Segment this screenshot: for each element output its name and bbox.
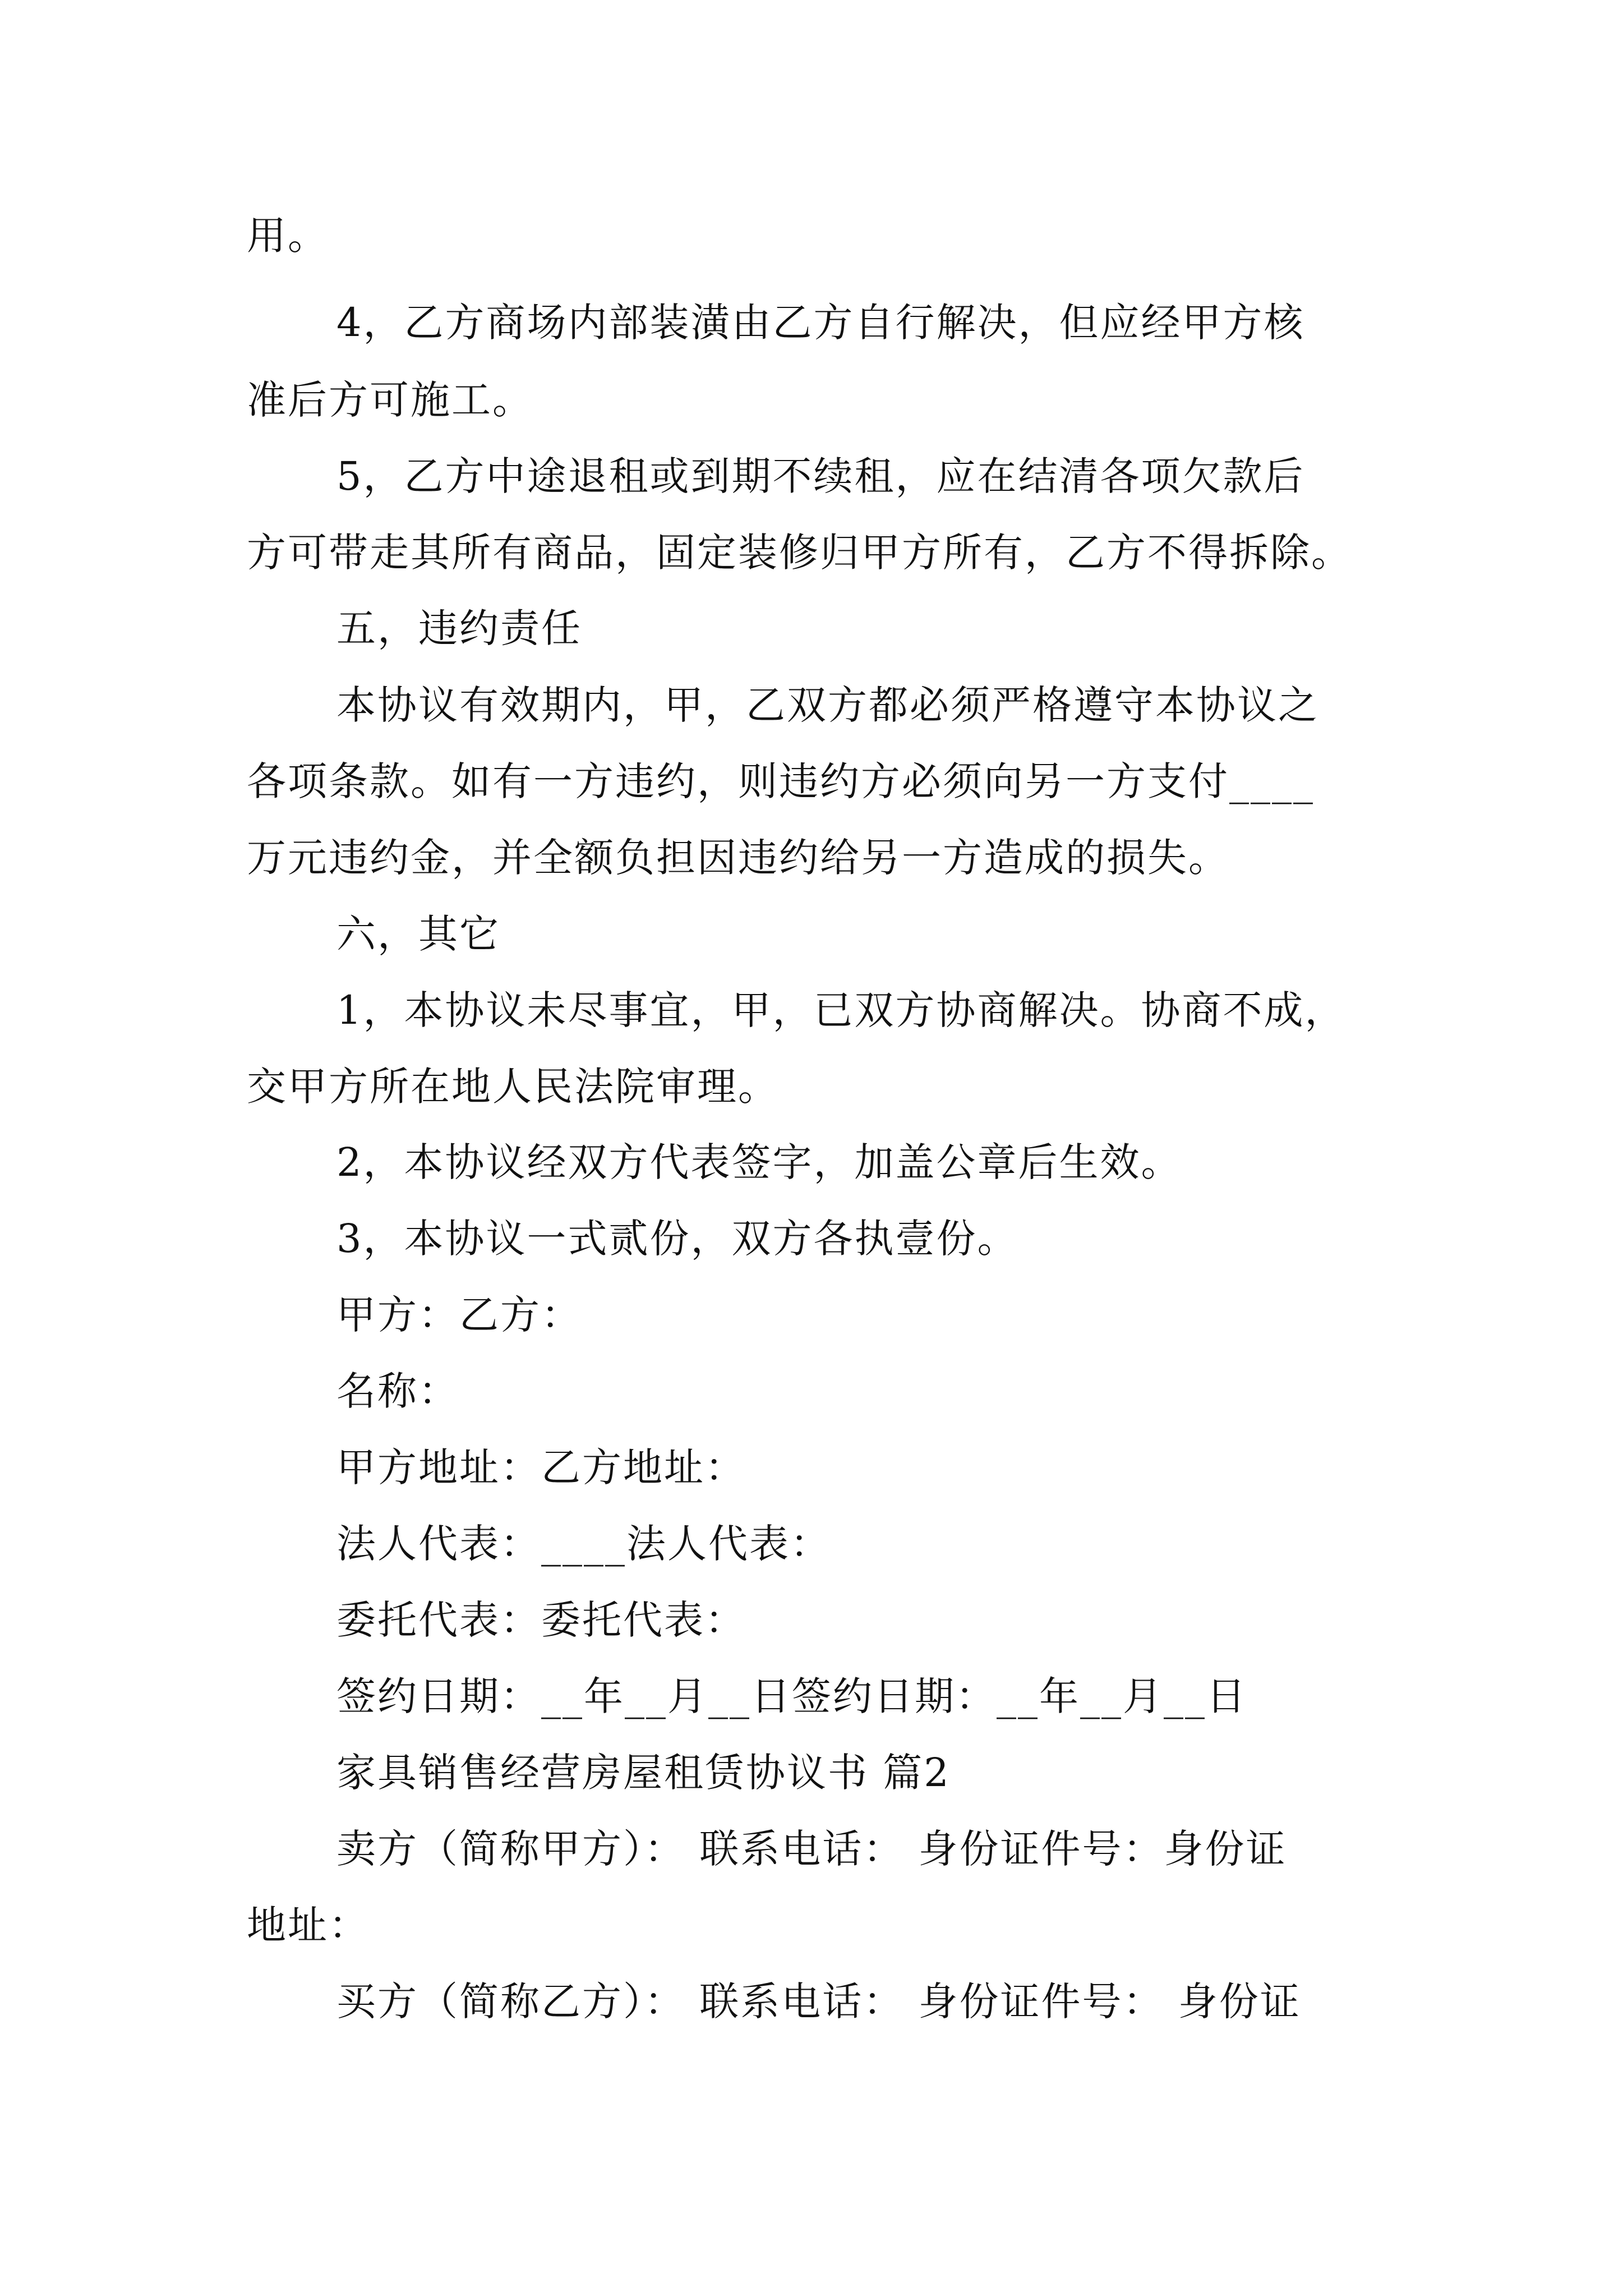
text-line: 各项条款。如有一方违约，则违约方必须向另一方支付____ xyxy=(247,758,1315,804)
text-line: 3，本协议一式贰份，双方各执壹份。 xyxy=(336,1216,1018,1262)
signature-field: 名称： xyxy=(336,1368,459,1414)
document-title: 家具销售经营房屋租赁协议书 篇2 xyxy=(336,1750,951,1796)
text-line: 用。 xyxy=(247,213,329,259)
text-line: 2，本协议经双方代表签字，加盖公章后生效。 xyxy=(336,1139,1182,1185)
text-line: 1，本协议未尽事宜，甲，已双方协商解决。协商不成， xyxy=(336,987,1346,1033)
section-heading: 五，违约责任 xyxy=(336,605,582,651)
text-line: 交甲方所在地人民法院审理。 xyxy=(247,1064,779,1110)
signature-field: 甲方地址：乙方地址： xyxy=(336,1444,746,1490)
text-line: 本协议有效期内，甲，乙双方都必须严格遵守本协议之 xyxy=(336,682,1319,728)
text-line: 准后方可施工。 xyxy=(247,377,533,423)
party-info-line: 卖方（简称甲方）： 联系电话： 身份证件号：身份证 xyxy=(336,1826,1287,1872)
section-heading: 六，其它 xyxy=(336,911,500,957)
signature-field: 法人代表：____法人代表： xyxy=(336,1521,831,1567)
text-line: 4，乙方商场内部装潢由乙方自行解决，但应经甲方核 xyxy=(336,300,1305,346)
party-info-line: 买方（简称乙方）： 联系电话： 身份证件号： 身份证 xyxy=(336,1978,1301,2024)
text-line: 方可带走其所有商品，固定装修归甲方所有，乙方不得拆除。 xyxy=(247,530,1352,576)
signature-field: 签约日期：__年__月__日签约日期：__年__月__日 xyxy=(336,1673,1247,1719)
party-info-line: 地址： xyxy=(247,1902,370,1948)
text-line: 万元违约金，并全额负担因违约给另一方造成的损失。 xyxy=(247,835,1229,881)
signature-field: 委托代表：委托代表： xyxy=(336,1597,746,1643)
signature-field: 甲方：乙方： xyxy=(336,1292,582,1338)
text-line: 5，乙方中途退租或到期不续租，应在结清各项欠款后 xyxy=(336,453,1305,499)
